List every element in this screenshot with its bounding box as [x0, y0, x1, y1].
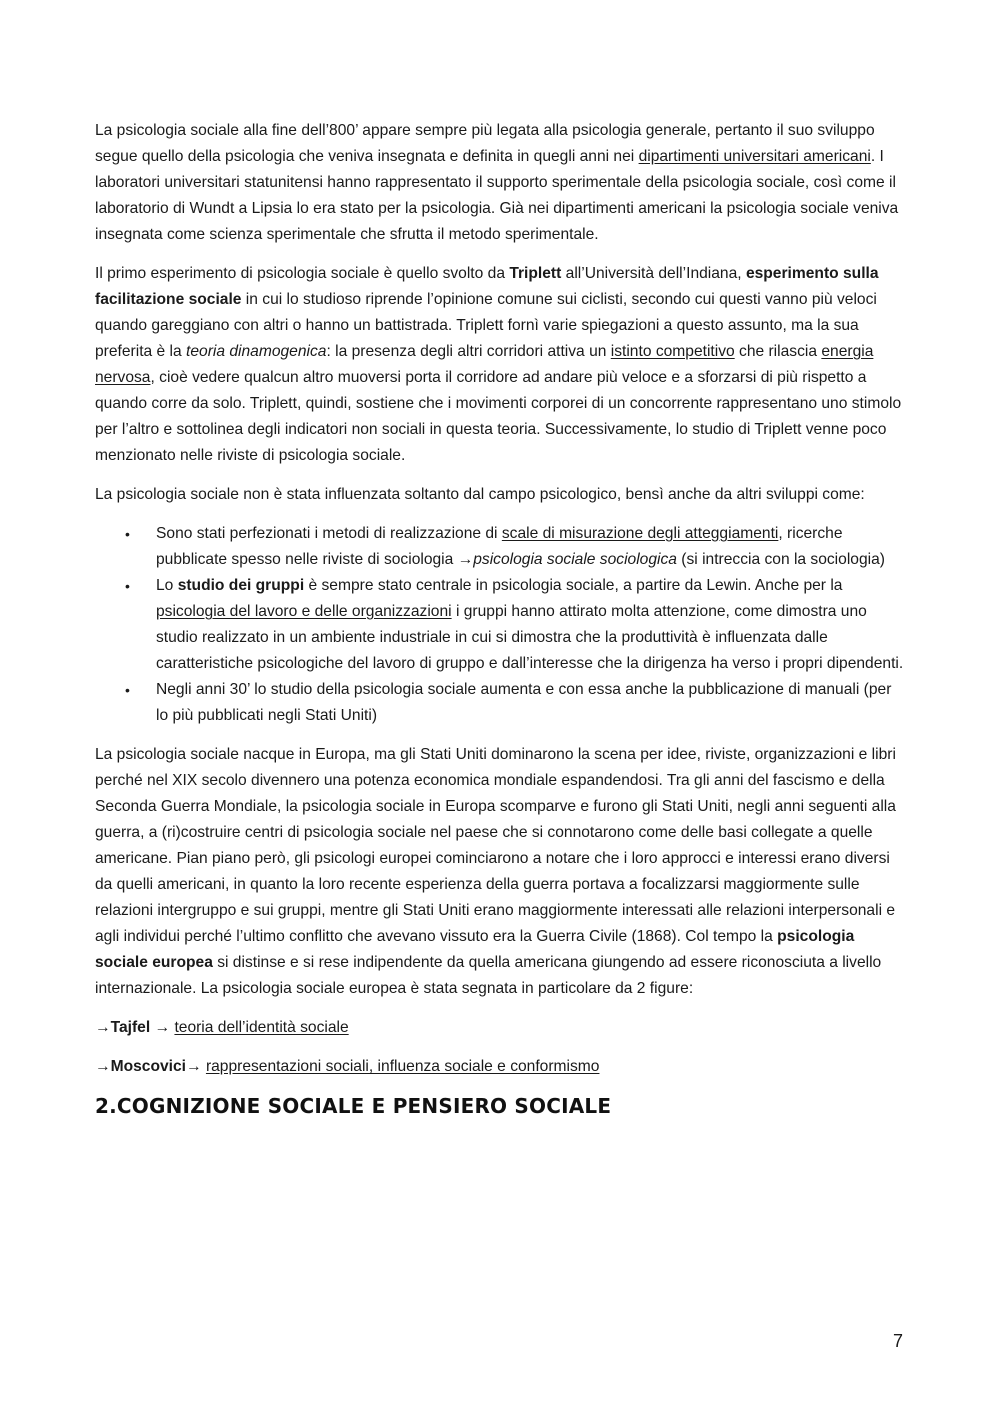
text: all’Università dell’Indiana, — [561, 265, 746, 282]
arrow-icon: → — [95, 1019, 111, 1036]
text: La psicologia sociale nacque in Europa, ma gli Stati Uniti dominarono la scena per idee, riviste, organizzazioni e libri perché nel XIX secolo divennero una potenza economica mondiale espandendosi. Tra gli anni del fascismo e della Seconda Guerra Mondiale, la psicologia sociale in Europa scomparve e furono gli Stati Uniti, negli anni seguenti alla guerra, a (ri)costruire centri di psicologia sociale nel paese che si connotarono come delle basi collegate a quelle americane. Pian piano però, gli psicologi europei cominciarono a notare che i loro approcci e interessi erano diversi da quelli americani, in quanto la loro recente esperienza della guerra portava a focalizzarsi maggiormente sulle relazioni intergruppo e sui gruppi, mentre gli Stati Uniti erano maggiormente interessati alle relazioni interpersonali e agli individui perché l’ultimo conflitto che avevano vissuto era la Guerra Civile (1868). Col tempo la — [95, 746, 896, 945]
section-heading: 2.COGNIZIONE SOCIALE E PENSIERO SOCIALE — [95, 1094, 612, 1118]
bullet-icon: • — [125, 578, 130, 594]
text: che rilascia — [734, 343, 822, 360]
text: i gruppi hanno attirato molta attenzione, come dimostra uno studio realizzato in un ambiente industriale in cui si dimostra che la produttività è influenzata dalle caratteristiche psicologiche del lavoro di gruppo e dall’interesse che la dirigenza ha verso i propri dipendenti. — [156, 603, 904, 672]
text: Sono stati perfezionati i metodi di realizzazione di — [156, 525, 502, 542]
text: : la presenza degli altri corridori attiva un — [326, 343, 611, 360]
list-item — [95, 573, 905, 677]
arrow-icon: → — [150, 1019, 175, 1036]
figure-topic: teoria dell’identità sociale — [174, 1019, 349, 1036]
text: . I laboratori universitari statunitensi hanno rappresentato il supporto sperimentale della psicologia sociale, così come il laboratorio di Wundt a Lipsia lo era stato per la psicologia. Già nei dipartimenti americani la psicologia sociale veniva insegnata come scienza sperimentale che sfrutta il metodo sperimentale. — [95, 148, 899, 243]
text: si distinse e si rese indipendente da quella americana giungendo ad essere riconosciuta a livello internazionale. La psicologia sociale europea è stata segnata in particolare da 2 figure: — [95, 954, 882, 997]
figure-name: Moscovici — [110, 1058, 186, 1075]
paragraph-influences — [95, 482, 905, 508]
text: , cioè vedere qualcun altro muoversi porta il corridore ad andare più veloce e a sforzarsi di più rispetto a quando corre da solo. Triplett, quindi, sostiene che i movimenti corporei di un concorrente rappresentano uno stimolo per l’altro e sottolinea degli indicatori non sociali in questa teoria. Successivamente, lo studio di Triplett venne poco menzionato nelle riviste di psicologia sociale. — [95, 369, 902, 464]
underlined-text: scale di misurazione degli atteggiamenti — [501, 525, 779, 542]
list-item — [95, 677, 905, 729]
paragraph-europe — [95, 742, 905, 1002]
underlined-text: energia nervosa — [95, 343, 874, 386]
underlined-text: dipartimenti universitari americani — [638, 148, 871, 165]
bold-text: esperimento sulla facilitazione sociale — [95, 265, 879, 308]
underlined-text: istinto competitivo — [610, 343, 735, 360]
bullet-icon: • — [125, 526, 130, 542]
figure-name: Tajfel — [110, 1019, 151, 1036]
italic-text: teoria dinamogenica — [186, 343, 327, 360]
bullet-list — [95, 521, 905, 729]
text: La psicologia sociale alla fine dell’800’ appare sempre più legata alla psicologia generale, pertanto il suo sviluppo segue quello della psicologia che veniva insegnata e definita in quegli anni nei — [95, 122, 875, 165]
bold-text: psicologia sociale europea — [95, 928, 855, 971]
italic-text: psicologia sociale sociologica — [473, 551, 677, 568]
text: La psicologia sociale non è stata influenzata soltanto dal campo psicologico, bensì anche da altri sviluppi come: — [95, 486, 865, 503]
text: Negli anni 30’ lo studio della psicologia sociale aumenta e con essa anche la pubblicazione di manuali (per lo più pubblicati negli Stati Uniti) — [156, 681, 892, 724]
text: Il primo esperimento di psicologia sociale è quello svolto da — [95, 265, 510, 282]
text: in cui lo studioso riprende l’opinione comune sui ciclisti, secondo cui questi vanno più veloci quando gareggiano con altri o hanno un battistrada. Triplett fornì varie spiegazioni a questo assunto, ma la sua preferita è la — [95, 291, 877, 360]
arrow-icon: → — [186, 1058, 206, 1075]
text: è sempre stato centrale in psicologia sociale, a partire da Lewin. Anche per la — [304, 577, 843, 594]
text: , ricerche pubblicate spesso nelle riviste di sociologia → — [156, 525, 843, 568]
paragraph-triplett — [95, 261, 905, 469]
figure-topic: rappresentazioni sociali, influenza sociale e conformismo — [205, 1058, 600, 1075]
page-number: 7 — [893, 1331, 904, 1351]
list-item — [95, 521, 905, 573]
underlined-text: psicologia del lavoro e delle organizzazioni — [156, 603, 452, 620]
text: (si intreccia con la sociologia) — [676, 551, 885, 568]
arrow-icon: → — [95, 1058, 111, 1075]
figure-line-moscovici — [95, 1054, 905, 1080]
bold-text: studio dei gruppi — [177, 577, 305, 594]
bullet-icon: • — [125, 682, 130, 698]
bold-text: Triplett — [509, 265, 562, 282]
page-content — [95, 118, 905, 1119]
figure-line-tajfel — [95, 1015, 905, 1041]
paragraph-history-america — [95, 118, 905, 248]
text: Lo — [156, 577, 178, 594]
